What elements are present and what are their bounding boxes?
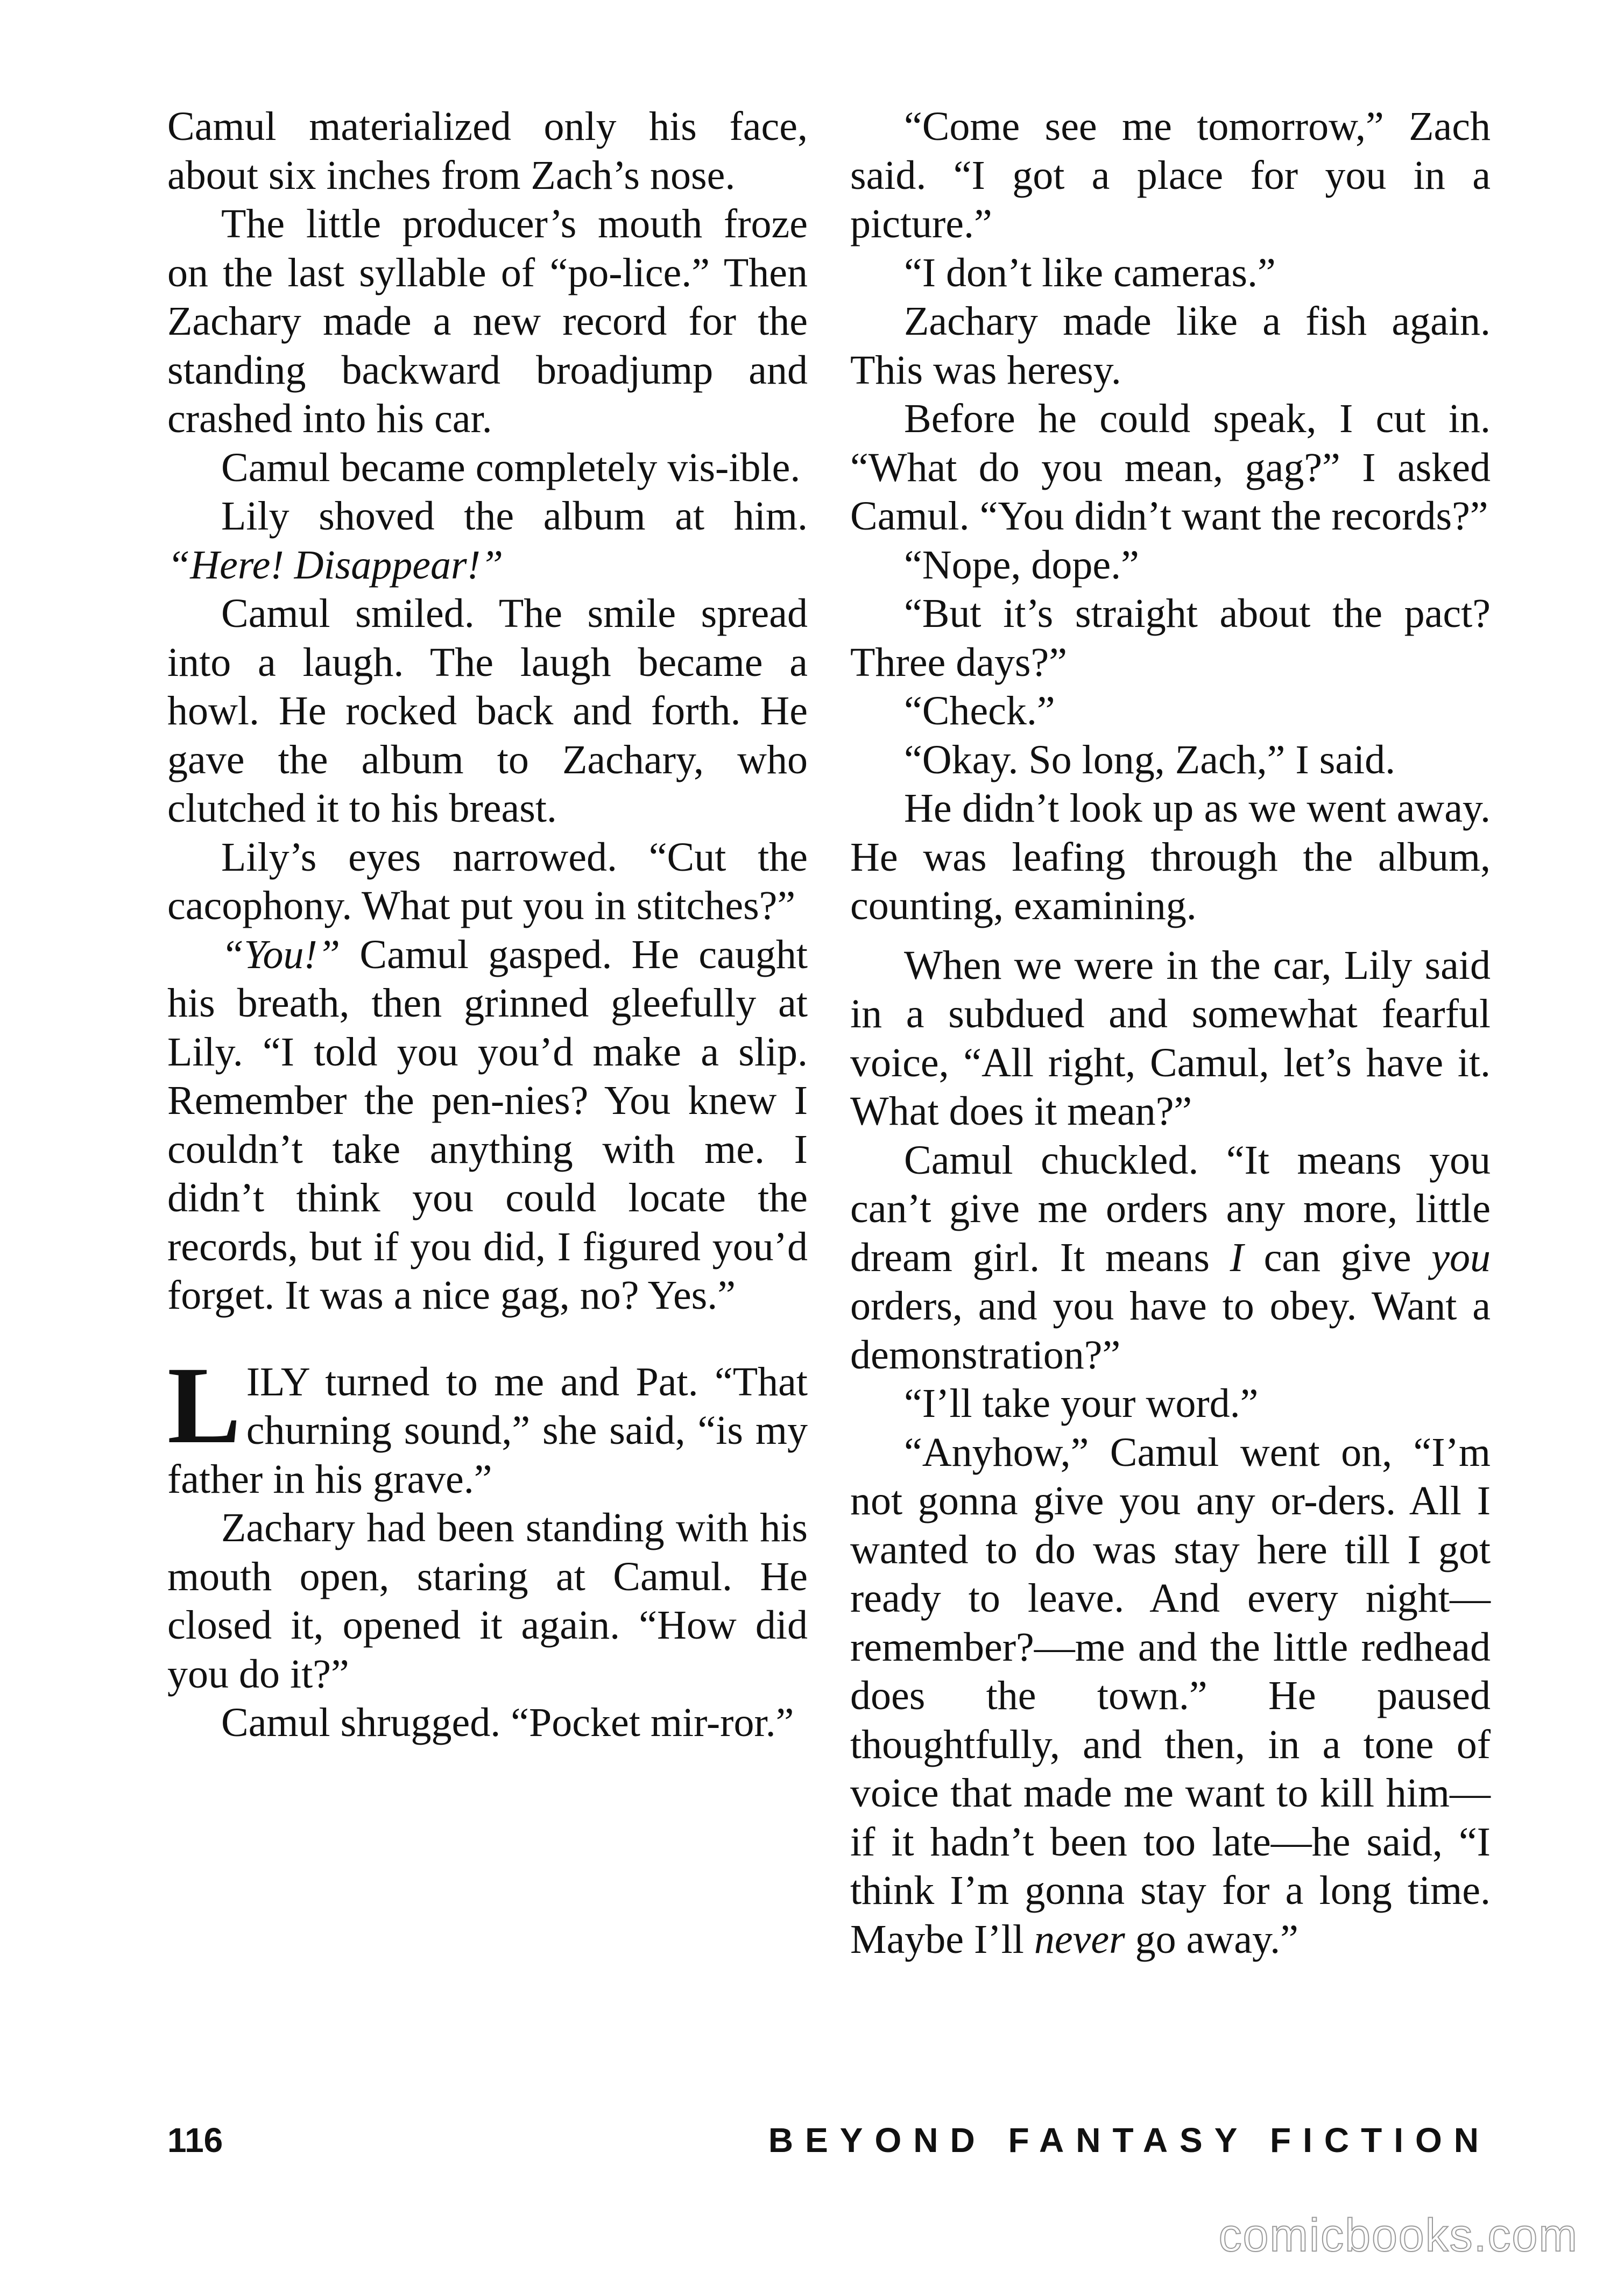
paragraph: Zachary had been standing with his mouth open, staring at Camul. He closed it, opened it again. “How did you do it?” — [167, 1505, 808, 1697]
paragraph: “Check.” — [904, 688, 1055, 733]
paragraph — [850, 1428, 1491, 1964]
paragraph-text: go away.” — [1125, 1916, 1298, 1962]
paragraph-text: Camul chuckled. “It means you can’t give me orders any more, little dream girl. It means — [850, 1137, 1491, 1280]
paragraph: He didn’t look up as we went away. He was leafing through the album, counting, examining. — [850, 786, 1491, 928]
page-number: 116 — [167, 2121, 223, 2160]
paragraph — [167, 492, 808, 589]
paragraph: “Okay. So long, Zach,” I said. — [904, 737, 1396, 782]
watermark: comicbooks.com — [1218, 2210, 1578, 2261]
paragraph: Camul materialized only his face, about six inches from Zach’s nose. — [167, 104, 808, 198]
paragraph: “But it’s straight about the pact? Three days?” — [850, 591, 1491, 685]
paragraph: Before he could speak, I cut in. “What do you mean, gag?” I asked Camul. “You didn’t want the records?” — [850, 396, 1491, 539]
section-opening-paragraph — [167, 1344, 808, 1504]
paragraph-text: can give — [1243, 1234, 1432, 1280]
paragraph-text: Lily shoved the album at him. — [221, 493, 808, 539]
italic-text: “Here! Disappear!” — [167, 542, 504, 588]
paragraph — [850, 1136, 1491, 1380]
left-column — [167, 102, 808, 1747]
paragraph: Camul shrugged. “Pocket mir-ror.” — [221, 1700, 794, 1745]
paragraph: “I don’t like cameras.” — [904, 250, 1276, 295]
paragraph-text: Camul gasped. He caught his breath, then grinned gleefully at Lily. “I told you you’d make a slip. Remember the pen-nies? You knew I couldn’t take anything with me. I didn’t think you could locate the records, but if you did, I figured you’d forget. It was a nice gag, no? Yes.” — [167, 932, 808, 1318]
paragraph-text: orders, and you have to obey. Want a demonstration?” — [850, 1283, 1491, 1378]
paragraph: Camul became completely vis-ible. — [221, 444, 801, 490]
paragraph — [167, 930, 808, 1320]
italic-text: “You!” — [221, 932, 341, 977]
drop-cap: L — [167, 1344, 241, 1466]
italic-text: I — [1230, 1234, 1244, 1280]
right-column — [850, 102, 1491, 1964]
paragraph: “Come see me tomorrow,” Zach said. “I got a place for you in a picture.” — [850, 104, 1491, 246]
paragraph: “Nope, dope.” — [904, 542, 1139, 588]
paragraph: “I’ll take your word.” — [904, 1381, 1259, 1426]
italic-text: you — [1431, 1234, 1491, 1280]
running-title: BEYOND FANTASY FICTION — [768, 2121, 1491, 2160]
paragraph-text: “Anyhow,” Camul went on, “I’m not gonna give you any or-ders. All I wanted to do was stay here till I got ready to leave. And every night—remember?—me and the little redhead does the town.” He paused thoughtfully, and then, in a tone of voice that made me want to kill him—if it hadn’t been too late—he said, “I think I’m gonna stay for a long time. Maybe I’ll — [850, 1429, 1491, 1962]
paragraph: The little producer’s mouth froze on the last syllable of “po-lice.” Then Zachary made a new record for the standing backward broadjump and crashed into his car. — [167, 201, 808, 441]
paragraph-text: ILY turned to me and Pat. “That churning sound,” she said, “is my father in his grave.” — [167, 1359, 808, 1502]
paragraph: Lily’s eyes narrowed. “Cut the cacophony. What put you in stitches?” — [167, 834, 808, 928]
paragraph: When we were in the car, Lily said in a subdued and somewhat fearful voice, “All right, Camul, let’s have it. What does it mean?” — [850, 942, 1491, 1134]
italic-text: never — [1034, 1916, 1125, 1962]
paragraph: Camul smiled. The smile spread into a laugh. The laugh became a howl. He rocked back and forth. He gave the album to Zachary, who clutched it to his breast. — [167, 591, 808, 831]
paragraph: Zachary made like a fish again. This was heresy. — [850, 299, 1491, 393]
